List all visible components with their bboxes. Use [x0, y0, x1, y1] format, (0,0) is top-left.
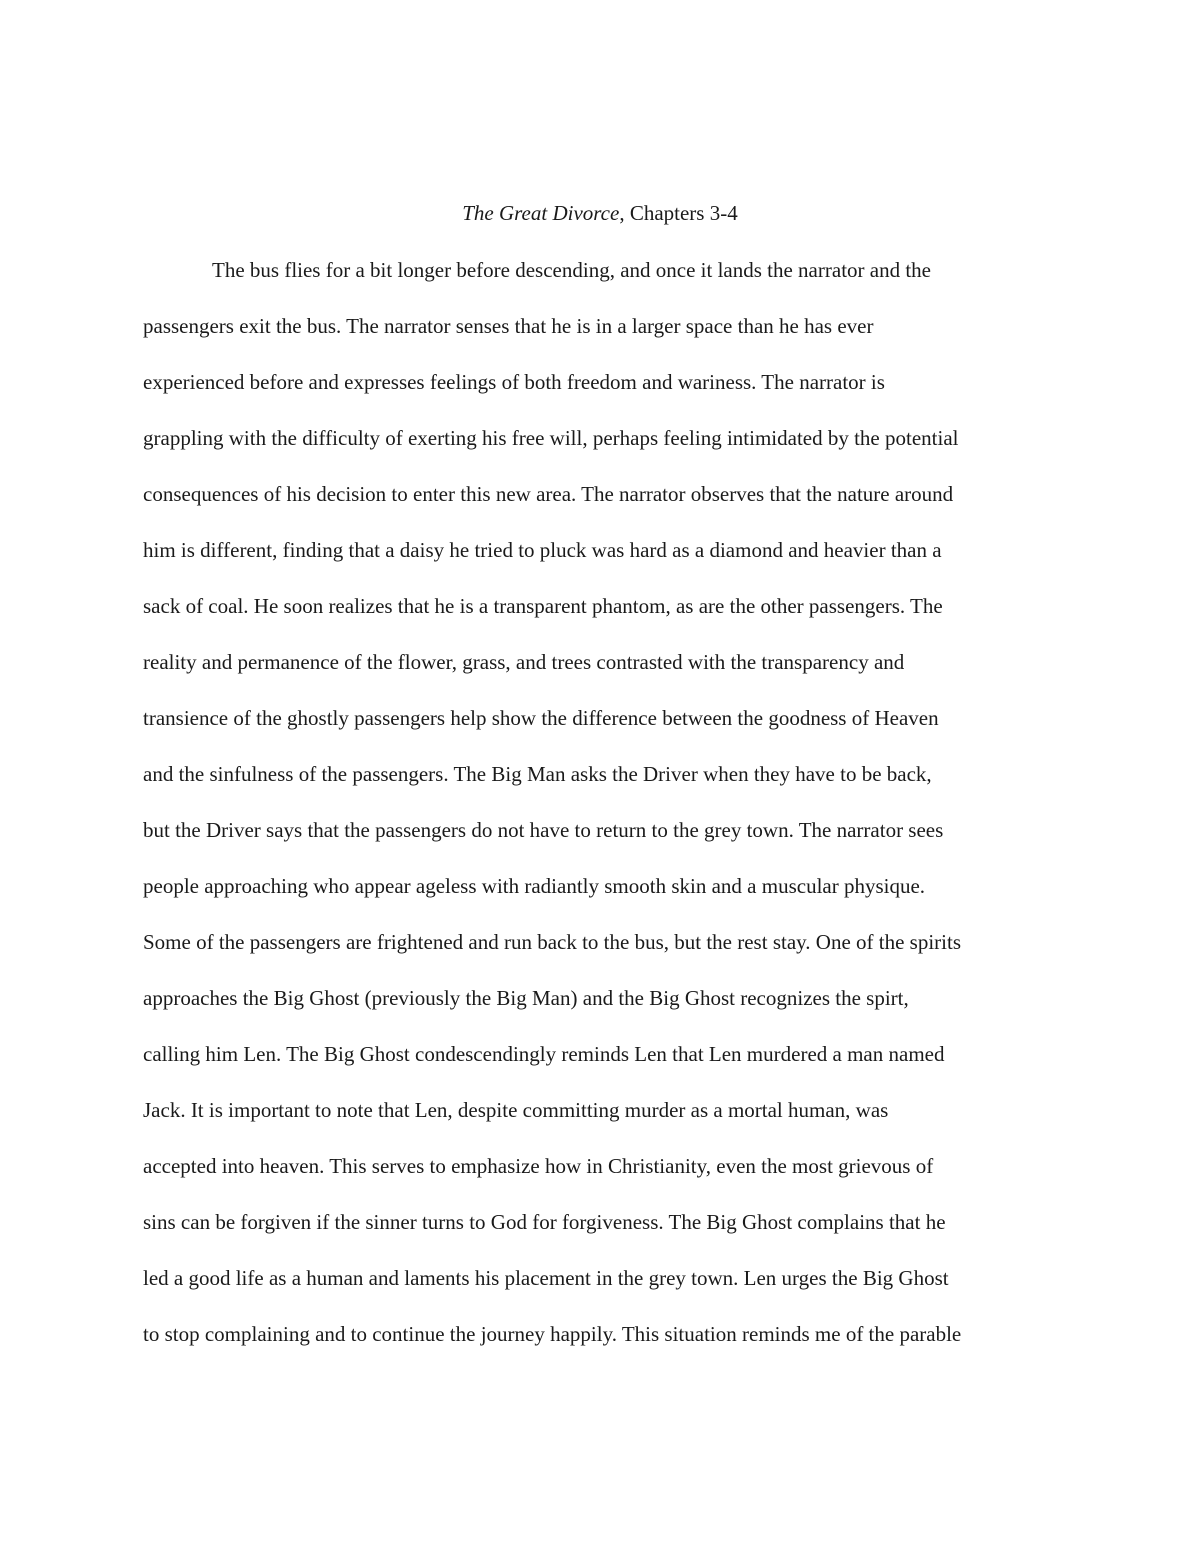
book-title: The Great Divorce	[462, 201, 620, 225]
text-line: The bus flies for a bit longer before descending, and once it lands the narrator and the	[212, 258, 931, 282]
text-line: led a good life as a human and laments his placement in the grey town. Len urges the Big Ghost	[143, 1266, 949, 1290]
text-line: Some of the passengers are frightened and run back to the bus, but the rest stay. One of the spirits	[143, 930, 962, 954]
text-line: sack of coal. He soon realizes that he is a transparent phantom, as are the other passengers. The	[143, 594, 943, 618]
text-line: consequences of his decision to enter this new area. The narrator observes that the nature around	[143, 482, 954, 506]
text-line: passengers exit the bus. The narrator senses that he is in a larger space than he has ever	[143, 314, 874, 338]
title-suffix: , Chapters 3-4	[619, 201, 738, 225]
text-line: reality and permanence of the flower, grass, and trees contrasted with the transparency and	[143, 650, 905, 674]
text-line: approaches the Big Ghost (previously the Big Man) and the Big Ghost recognizes the spirt,	[143, 986, 909, 1010]
text-line: and the sinfulness of the passengers. The Big Man asks the Driver when they have to be back,	[143, 762, 932, 786]
text-line: sins can be forgiven if the sinner turns to God for forgiveness. The Big Ghost complains that he	[143, 1210, 946, 1234]
text-line: him is different, finding that a daisy he tried to pluck was hard as a diamond and heavier than a	[143, 538, 942, 562]
text-line: but the Driver says that the passengers do not have to return to the grey town. The narrator sees	[143, 818, 944, 842]
text-line: experienced before and expresses feelings of both freedom and wariness. The narrator is	[143, 370, 885, 394]
document-title	[0, 198, 1200, 228]
text-line: transience of the ghostly passengers help show the difference between the goodness of Heaven	[143, 706, 939, 730]
text-line: to stop complaining and to continue the journey happily. This situation reminds me of the parable	[143, 1322, 962, 1346]
text-line: grappling with the difficulty of exerting his free will, perhaps feeling intimidated by the potential	[143, 426, 959, 450]
text-line: calling him Len. The Big Ghost condescendingly reminds Len that Len murdered a man named	[143, 1042, 945, 1066]
text-line: Jack. It is important to note that Len, despite committing murder as a mortal human, was	[143, 1098, 889, 1122]
text-line: accepted into heaven. This serves to emphasize how in Christianity, even the most grievous of	[143, 1154, 934, 1178]
text-line: people approaching who appear ageless with radiantly smooth skin and a muscular physique.	[143, 874, 926, 898]
